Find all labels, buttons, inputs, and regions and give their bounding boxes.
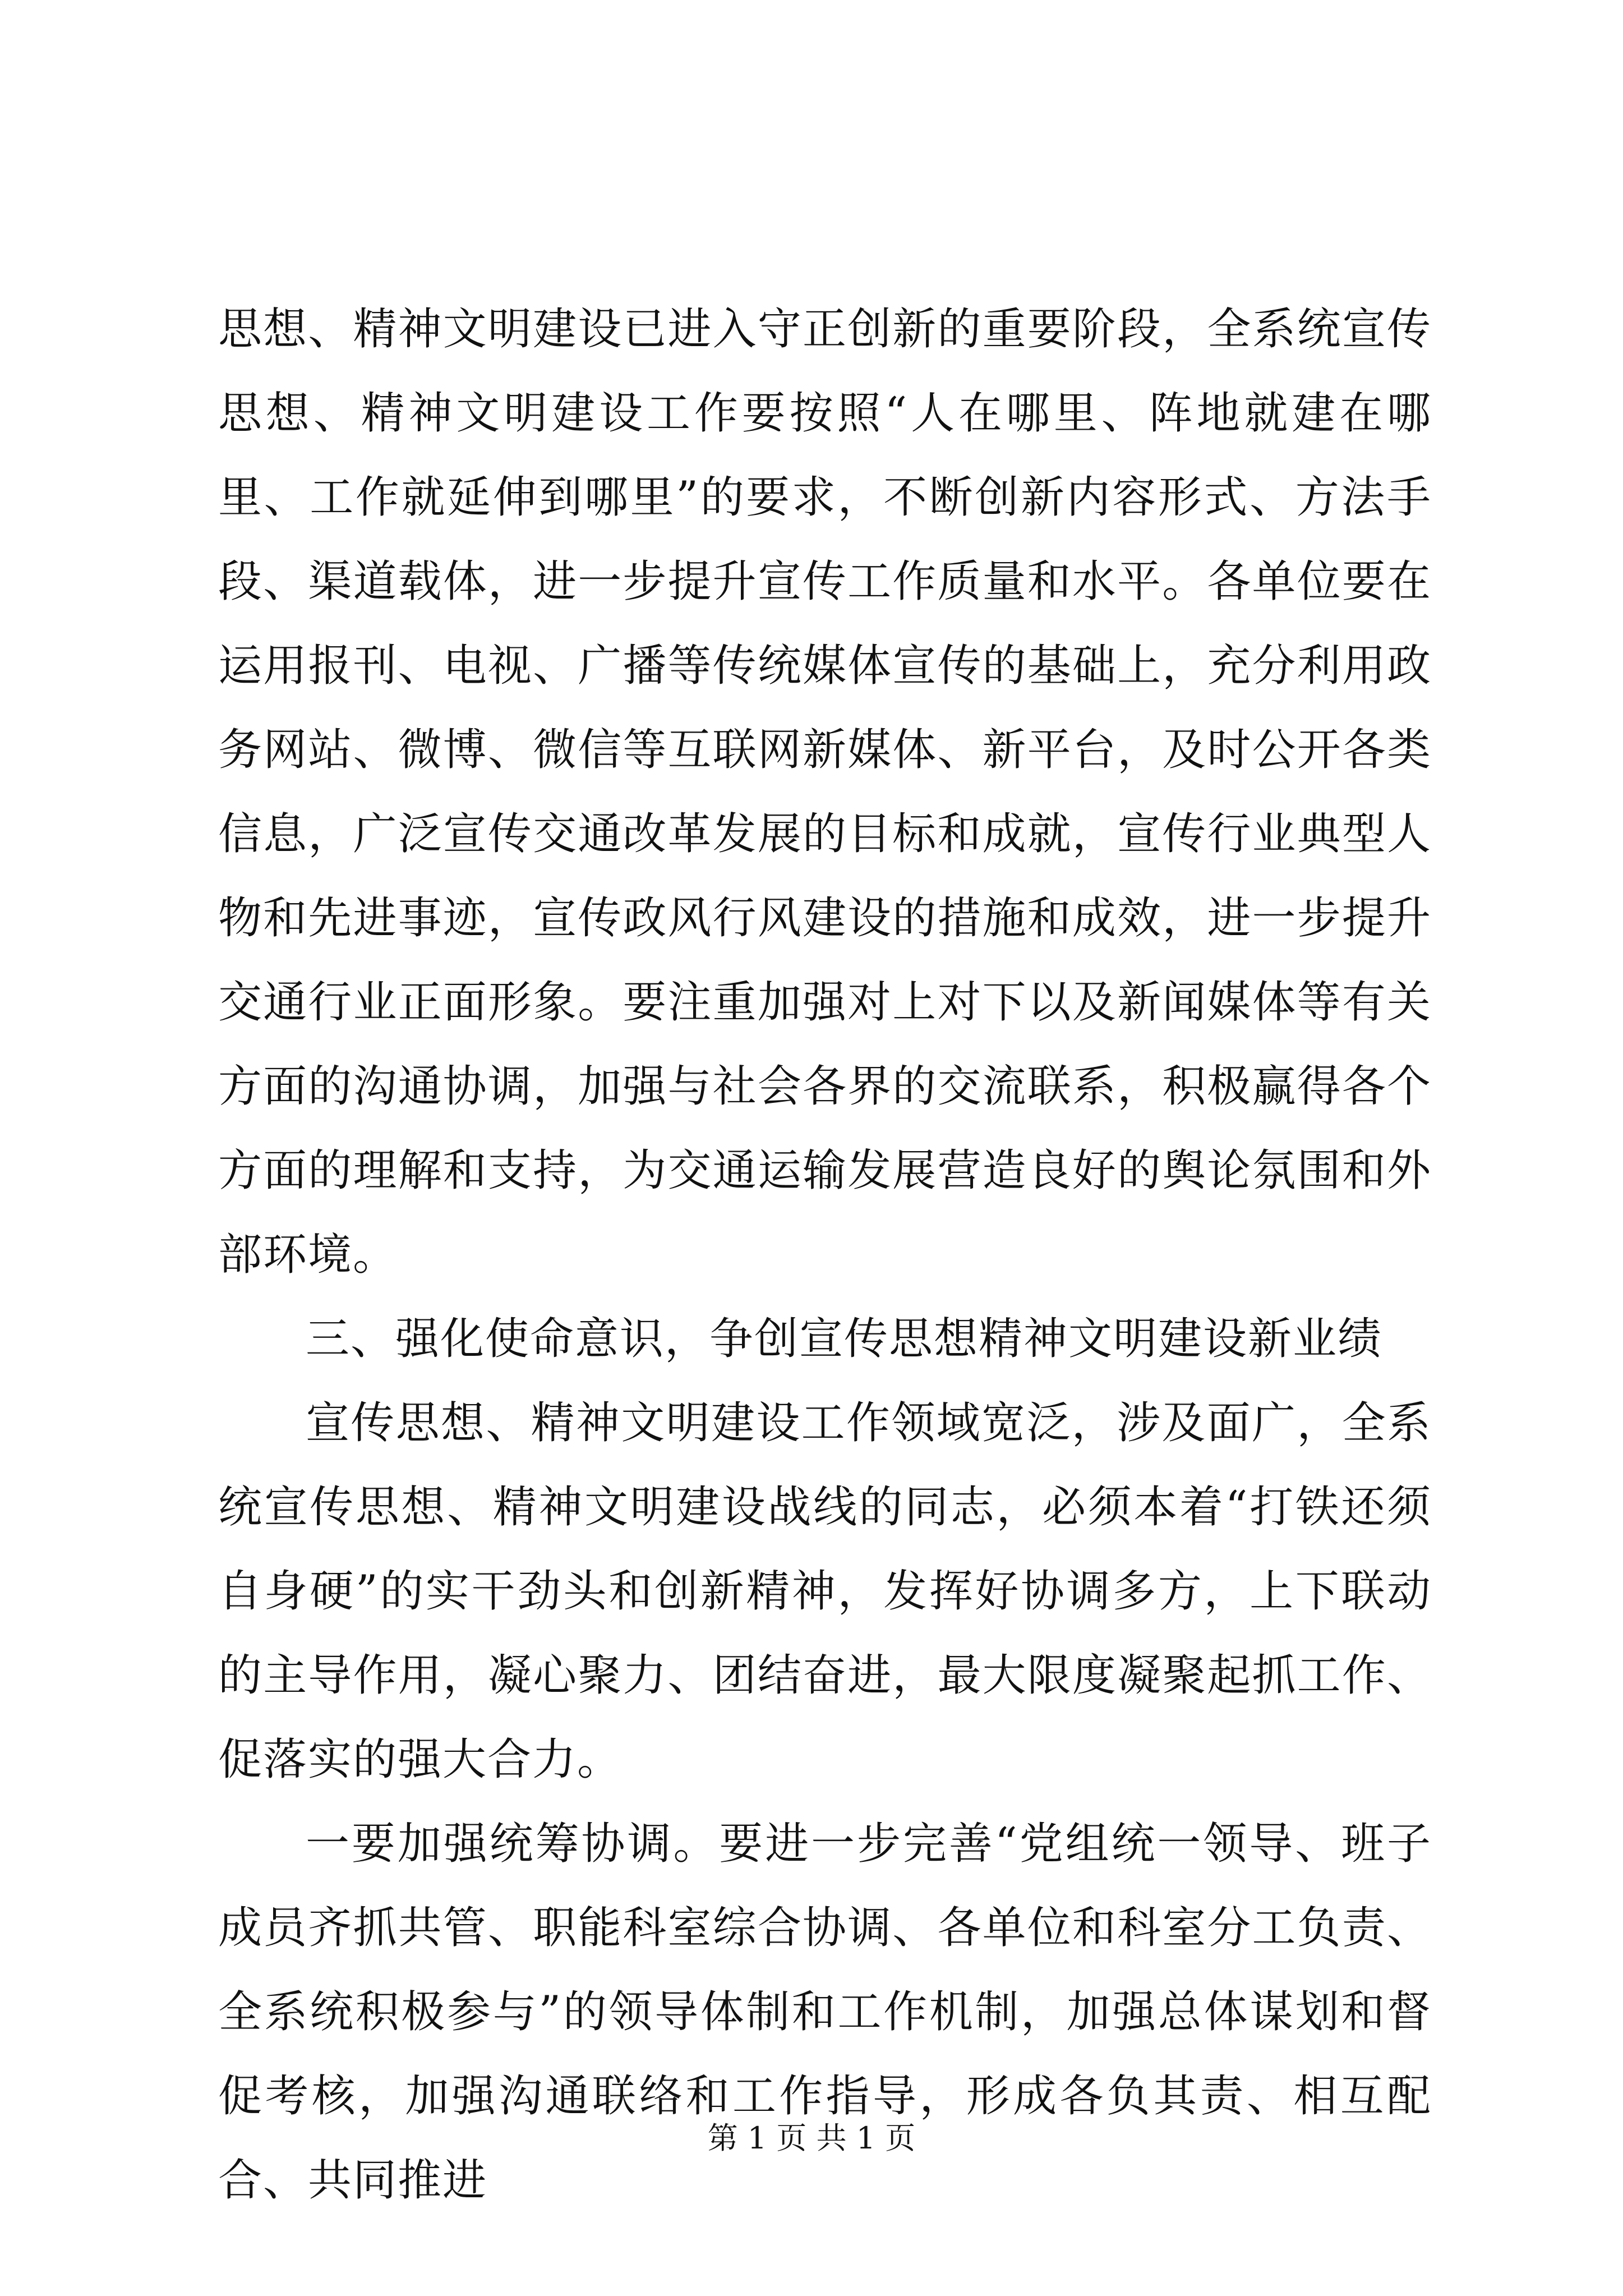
paragraph-continuation: 思想、精神文明建设已进入守正创新的重要阶段，全系统宣传思想、精神文明建设工作要按照“人在哪里、阵地就建在哪里、工作就延伸到哪里”的要求，不断创新内容形式、方法手段、渠道载体，进一步提升宣传工作质量和水平。各单位要在运用报刊、电视、广播等传统媒体宣传的基础上，充分利用政务网站、微博、微信等互联网新媒体、新平台，及时公开各类信息，广泛宣传交通改革发展的目标和成就，宣传行业典型人物和先进事迹，宣传政风行风建设的措施和成效，进一步提升交通行业正面形象。要注重加强对上对下以及新闻媒体等有关方面的沟通协调，加强与社会各界的交流联系，积极赢得各个方面的理解和支持，为交通运输发展营造良好的舆论氛围和外部环境。	[218, 304, 1432, 1280]
document-body	[218, 287, 1432, 2223]
paragraph-section-intro: 宣传思想、精神文明建设工作领域宽泛，涉及面广，全系统宣传思想、精神文明建设战线的同志，必须本着“打铁还须自身硬”的实干劲头和创新精神，发挥好协调多方，上下联动的主导作用，凝心聚力、团结奋进，最大限度凝聚起抓工作、促落实的强大合力。	[218, 1398, 1432, 1785]
section-heading: 三、强化使命意识，争创宣传思想精神文明建设新业绩	[306, 1314, 1383, 1364]
page-footer: 第 1 页 共 1 页	[707, 2120, 916, 2156]
paragraph-coordination: 一要加强统筹协调。要进一步完善“党组统一领导、班子成员齐抓共管、职能科室综合协调、各单位和科室分工负责、全系统积极参与”的领导体制和工作机制，加强总体谋划和督促考核，加强沟通联络和工作指导，形成各负其责、相互配合、共同推进	[218, 1819, 1432, 2206]
